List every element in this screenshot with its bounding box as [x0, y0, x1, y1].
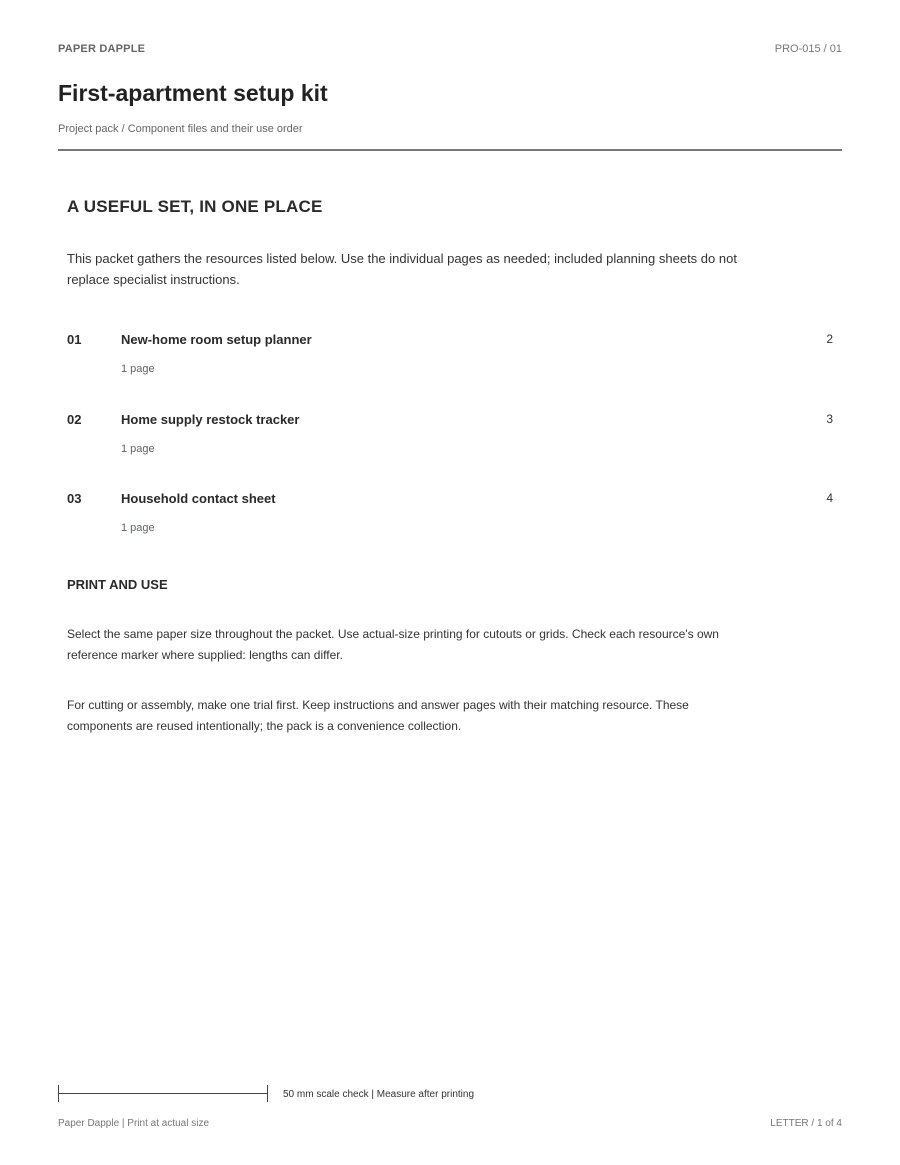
scale-check-label: 50 mm scale check | Measure after printing	[283, 1089, 475, 1100]
toc-item-pagecount: 1 page	[121, 522, 155, 534]
toc-item-number: 01	[67, 332, 82, 347]
assembly-paragraph: For cutting or assembly, make one trial first. Keep instructions and answer pages with their matching resource. These components are reused intentionally; the pack is a convenience collection.	[67, 698, 689, 733]
toc-item-title[interactable]: New-home room setup planner	[121, 332, 312, 347]
footer-page-info: LETTER / 1 of 4	[770, 1118, 842, 1129]
section-heading: A USEFUL SET, IN ONE PLACE	[67, 197, 323, 216]
toc-item[interactable]	[67, 491, 833, 541]
page-header	[58, 43, 842, 57]
toc-item-number: 03	[67, 491, 82, 506]
footer-left: Paper Dapple | Print at actual size	[58, 1118, 210, 1129]
document-page	[58, 0, 842, 1165]
toc-item-page: 2	[826, 332, 833, 346]
header-divider	[58, 149, 842, 151]
print-heading: PRINT AND USE	[67, 577, 168, 592]
toc-item-title[interactable]: Household contact sheet	[121, 491, 276, 506]
toc-item-pagecount: 1 page	[121, 443, 155, 455]
toc-item[interactable]	[67, 412, 833, 462]
scale-line	[58, 1093, 268, 1094]
toc-item-title[interactable]: Home supply restock tracker	[121, 412, 300, 427]
toc-item-page: 4	[826, 491, 833, 505]
scale-tick-left	[58, 1085, 59, 1102]
page-title: First-apartment setup kit	[58, 80, 328, 106]
brand-name: PAPER DAPPLE	[58, 43, 146, 55]
page-subtitle: Project pack / Component files and their use order	[58, 123, 303, 135]
toc-item-number: 02	[67, 412, 82, 427]
print-paragraph: Select the same paper size throughout the packet. Use actual-size printing for cutouts or grids. Check each resource's own reference marker where supplied: lengths can differ.	[67, 627, 719, 662]
document-id: PRO-015 / 01	[774, 43, 842, 55]
toc-item-pagecount: 1 page	[121, 363, 155, 375]
toc-item[interactable]	[67, 332, 833, 382]
toc-item-page: 3	[826, 412, 833, 426]
scale-check-bar	[58, 1085, 268, 1102]
scale-tick-right	[267, 1085, 268, 1102]
intro-paragraph: This packet gathers the resources listed below. Use the individual pages as needed; included planning sheets do not replace specialist instructions.	[67, 251, 737, 287]
